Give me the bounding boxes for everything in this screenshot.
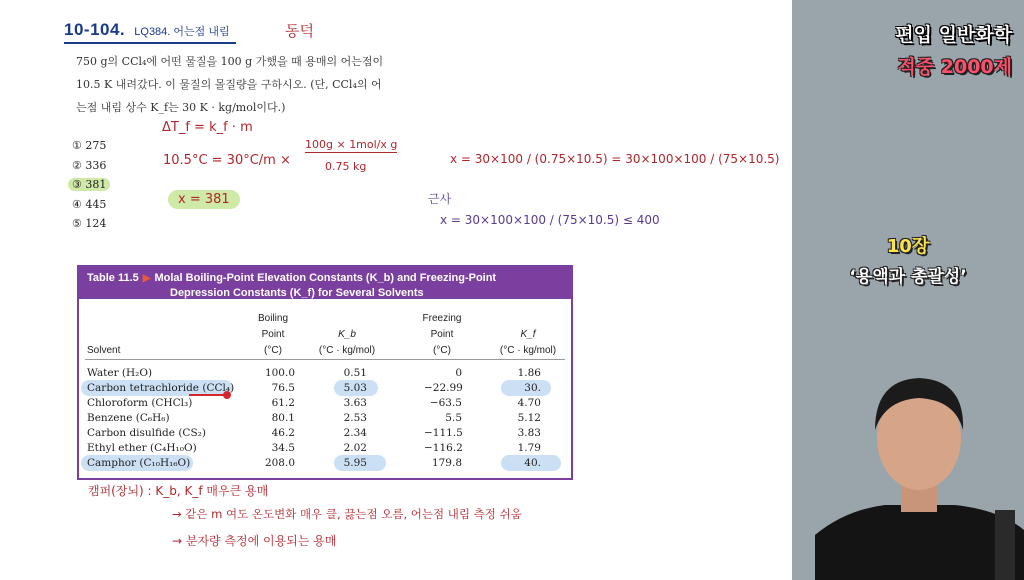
header-kf-2: (°C · kg/mol) xyxy=(499,345,557,356)
cell-kf: 3.83 xyxy=(517,427,541,439)
cell-kb: 5.03 xyxy=(343,382,367,394)
table-row xyxy=(79,411,571,426)
cell-solvent: Water (H₂O) xyxy=(87,367,153,379)
cell-solvent: Camphor (C₁₀H₁₆O) xyxy=(87,457,191,469)
handwritten-tag: 동덕 xyxy=(285,22,314,40)
choice-item[interactable]: ④ 445 xyxy=(72,197,107,211)
cell-kb: 3.63 xyxy=(343,397,367,409)
statement-line: 750 g의 CCl₄에 어떤 물질을 100 g 가했을 때 용매의 어는점이 xyxy=(76,55,384,68)
statement-line: 는점 내림 상수 K_f는 30 K · kg/mol이다.) xyxy=(76,101,286,114)
book-title: 적중 2000제 xyxy=(897,56,1012,78)
cell-fp: −111.5 xyxy=(424,427,463,439)
presenter-video xyxy=(815,360,1024,580)
statement-line: 10.5 K 내려갔다. 이 물질의 몰질량을 구하시오. (단, CCl₄의 어 xyxy=(76,78,382,91)
choice-item-selected[interactable]: ③ 381 xyxy=(68,178,110,191)
cell-bp: 100.0 xyxy=(264,367,295,379)
choice-item[interactable]: ⑤ 124 xyxy=(72,217,107,230)
header-fp-3: (°C) xyxy=(433,345,451,356)
cell-kf: 30. xyxy=(524,382,541,394)
solvent-constants-table xyxy=(77,265,573,480)
table-row xyxy=(79,441,571,456)
cell-solvent: Carbon disulfide (CS₂) xyxy=(87,427,206,439)
table-title-line-2: Depression Constants (K_f) for Several Solvents xyxy=(170,287,424,299)
cell-kb: 2.02 xyxy=(343,442,367,454)
problem-code: LQ384. 어는점 내림 xyxy=(134,26,230,38)
header-underline xyxy=(64,42,236,44)
answer-choices xyxy=(72,136,110,234)
cell-kb: 2.53 xyxy=(343,412,367,424)
header-fp-2: Point xyxy=(430,329,454,340)
cell-solvent: Ethyl ether (C₄H₁₀O) xyxy=(87,442,197,454)
handwritten-note-3: → 분자량 측정에 이용되는 용매 xyxy=(172,534,337,548)
cell-fp: −22.99 xyxy=(424,382,463,394)
handwritten-answer: x = 381 xyxy=(168,190,240,209)
header-bp-1: Boiling xyxy=(257,313,289,324)
cell-kb: 5.95 xyxy=(343,457,367,469)
handwritten-equation-1: ΔT_f = k_f · m xyxy=(162,120,253,135)
cell-solvent: Benzene (C₆H₆) xyxy=(87,412,170,424)
handwritten-approx-label: 근사 xyxy=(428,192,452,206)
chapter-title: ‘용액과 총괄성’ xyxy=(849,267,967,287)
chapter-number: 10장 xyxy=(886,236,930,257)
problem-number: 10-104. xyxy=(64,20,126,39)
cell-bp: 80.1 xyxy=(271,412,295,424)
triangle-icon: ▶ xyxy=(142,273,151,284)
cell-kb: 2.34 xyxy=(343,427,367,439)
cell-bp: 61.2 xyxy=(271,397,295,409)
problem-statement xyxy=(76,50,406,119)
cell-kf: 1.79 xyxy=(517,442,541,454)
header-bp-3: (°C) xyxy=(264,345,282,356)
header-kb-2: (°C · kg/mol) xyxy=(318,345,376,356)
cell-bp: 46.2 xyxy=(271,427,295,439)
cell-bp: 76.5 xyxy=(271,382,295,394)
header-divider xyxy=(85,359,565,360)
handwritten-calc-1: x = 30×100 / (0.75×10.5) = 30×100×100 / (75×10.5) xyxy=(450,152,780,166)
cell-kf: 4.70 xyxy=(517,397,541,409)
cell-bp: 208.0 xyxy=(264,457,295,469)
table-row xyxy=(79,396,571,411)
handwritten-equation-2: 10.5°C = 30°C/m × xyxy=(163,153,291,168)
header-kf-1: K_f xyxy=(520,329,536,340)
cell-kf: 1.86 xyxy=(517,367,541,379)
handwritten-note-1: 캠퍼(장뇌) : K_b, K_f 매우큰 용매 xyxy=(88,484,269,498)
handwritten-fraction-denominator: 0.75 kg xyxy=(325,160,367,173)
table-label: Table 11.5 xyxy=(87,272,139,284)
cell-kf: 40. xyxy=(524,457,541,469)
choice-item[interactable]: ② 336 xyxy=(72,158,107,172)
cell-fp: 0 xyxy=(455,367,462,379)
header-fp-1: Freezing xyxy=(422,313,462,324)
cell-fp: −63.5 xyxy=(429,397,462,409)
choice-item[interactable]: ① 275 xyxy=(72,139,107,152)
problem-header xyxy=(64,20,364,40)
course-title: 편입 일반화학 xyxy=(895,24,1012,46)
cell-kb: 0.51 xyxy=(343,367,367,379)
table-row xyxy=(79,456,571,471)
handwritten-calc-2: x = 30×100×100 / (75×10.5) ≤ 400 xyxy=(440,213,660,227)
table-row xyxy=(79,426,571,441)
handwritten-fraction-numerator: 100g × 1mol/x g xyxy=(305,138,398,151)
header-kb-1: K_b xyxy=(338,329,356,340)
cell-fp: −116.2 xyxy=(424,442,463,454)
cell-fp: 5.5 xyxy=(445,412,462,424)
table-row xyxy=(79,366,571,381)
table-title-line-1: Molal Boiling-Point Elevation Constants (K_b) and Freezing-Point xyxy=(154,272,497,284)
header-bp-2: Point xyxy=(261,329,285,340)
header-solvent: Solvent xyxy=(87,345,121,356)
handwritten-note-2: → 같은 m 여도 온도변화 매우 클, 끓는점 오름, 어는점 내림 측정 쉬움 xyxy=(172,507,522,521)
cell-fp: 179.8 xyxy=(431,457,462,469)
cell-solvent: Carbon tetrachloride (CCl₄) xyxy=(87,382,235,394)
cell-bp: 34.5 xyxy=(271,442,295,454)
cell-solvent: Chloroform (CHCl₃) xyxy=(87,397,193,409)
table-title xyxy=(79,267,571,299)
cell-kf: 5.12 xyxy=(517,412,541,424)
table-row xyxy=(79,381,571,396)
